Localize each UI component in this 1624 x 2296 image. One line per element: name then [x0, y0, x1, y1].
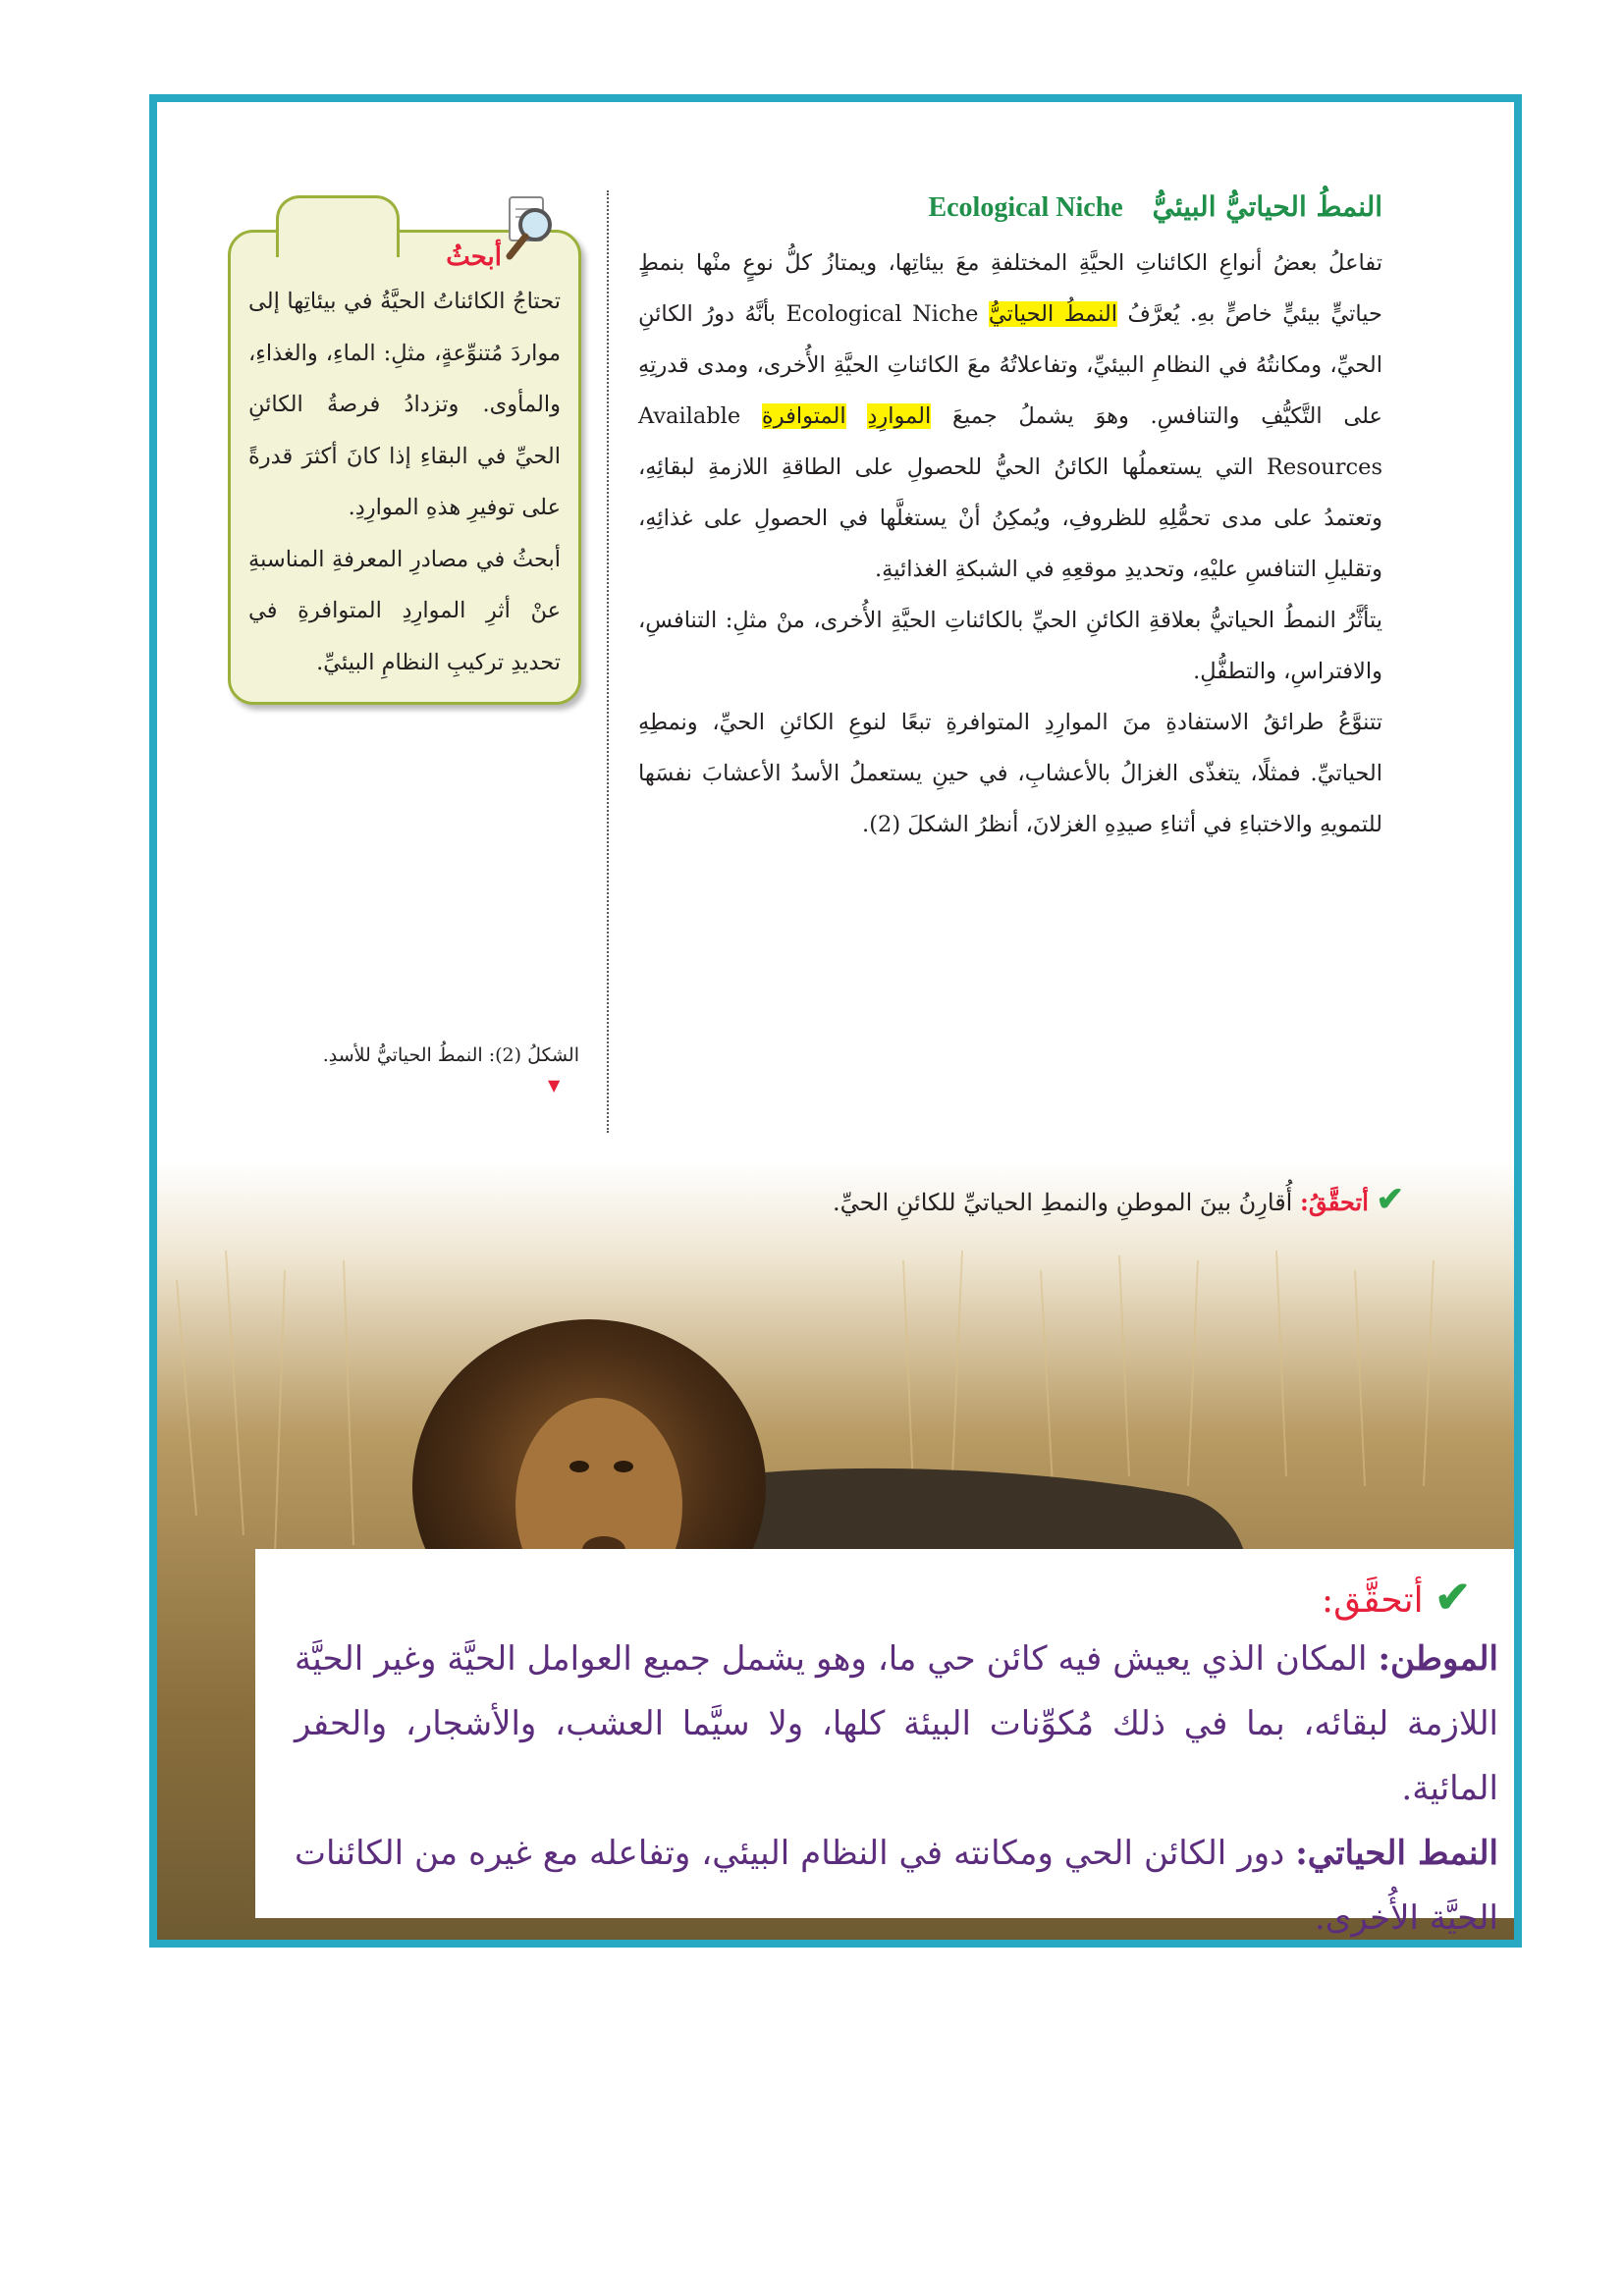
checkmark-icon: ✔ — [1376, 1180, 1404, 1219]
answer-box — [255, 1549, 1522, 1938]
answer-niche — [295, 1821, 1498, 1948]
answer-heading-text: أتحقَّق: — [1322, 1580, 1424, 1621]
main-text-column — [638, 190, 1382, 850]
paragraph-1 — [638, 238, 1382, 595]
paragraph-1-part-c: Available Resources التي يستعملُها الكائنُ الحيُّ للحصولِ على الطاقةِ اللازمةِ لبقائِهِ، وتعتمدُ على مدى تحمُّلِهِ للظروفِ، ويُمكِنُ أنْ يستغلَّها في الحصولِ على غذائِهِ، وتقليلِ التنافسِ عليْهِ، وتحديدِ موقعِهِ في الشبكةِ الغذائيةِ. — [638, 403, 1382, 582]
page-frame — [149, 94, 1522, 1948]
research-box — [228, 230, 581, 705]
answer-term-habitat: الموطن: — [1378, 1639, 1498, 1679]
check-question — [619, 1180, 1404, 1219]
heading-english: Ecological Niche — [928, 192, 1123, 223]
research-box-tab — [276, 195, 400, 257]
highlight-term-resources: الموارِدِ — [867, 403, 932, 429]
column-divider — [607, 190, 609, 1133]
research-paragraph-2: أبحثُ في مصادرِ المعرفةِ المناسبةِ عنْ أثرِ الموارِدِ المتوافرةِ في تحديدِ تركيبِ النظامِ البيئيِّ. — [248, 546, 561, 675]
research-paragraph-1: تحتاجُ الكائناتُ الحيَّةُ في بيئاتِها إلى مواردَ مُتنوِّعةٍ، مثلِ: الماءِ، والغذاءِ، والمأوى. وتزدادُ فرصةُ الكائنِ الحيِّ في البقاءِ إذا كانَ أكثرَ قدرةً على توفيرِ هذهِ الموارِدِ. — [248, 289, 561, 520]
paragraph-1-part-a: تفاعلُ بعضُ أنواعِ الكائناتِ الحيَّةِ المختلفةِ معَ بيئاتِها، ويمتازُ كلُّ نوعٍ منْها بنمطٍ حياتيٍّ بيئيٍّ خاصٍّ بهِ. يُعرَّفُ — [638, 250, 1382, 327]
highlight-term-niche: النمطُ الحياتيُّ — [988, 301, 1117, 327]
answer-heading — [295, 1573, 1471, 1623]
heading-arabic: النمطُ الحياتيُّ البيئيُّ — [1152, 190, 1382, 223]
check-label: أتحقَّقُ: — [1300, 1188, 1369, 1216]
answer-term-niche: النمط الحياتي: — [1295, 1834, 1498, 1873]
research-sidebar — [228, 190, 581, 705]
paragraph-3: تتنوَّعُ طرائقُ الاستفادةِ منَ الموارِدِ المتوافرةِ تبعًا لنوعِ الكائنِ الحيِّ، ونمطِهِ الحياتيِّ. فمثلًا، يتغذّى الغزالُ بالأعشابِ، في حينِ يستعملُ الأسدُ الأعشابَ نفسَها للتمويهِ والاختباءِ في أثناءِ صيدِهِ الغزلانَ، أنظرُ الشكلَ (2). — [638, 710, 1382, 837]
paragraph-2: يتأثَّرُ النمطُ الحياتيُّ بعلاقةِ الكائنِ الحيِّ بالكائناتِ الحيَّةِ الأُخرى، منْ مثلِ: التنافسِ، والافتراسِ، والتطفُّلِ. — [638, 608, 1382, 684]
figure-caption: الشكلُ (2): النمطُ الحياتيُّ للأسدِ. — [322, 1044, 579, 1066]
answer-def-habitat: المكان الذي يعيش فيه كائن حي ما، وهو يشمل جميع العوامل الحيَّة وغير الحيَّة اللازمة لبقائه، بما في ذلك مُكوِّنات البيئة كلها، ولا سيَّما العشب، والأشجار، والحفر المائية. — [295, 1639, 1498, 1808]
answer-habitat — [295, 1627, 1498, 1821]
section-heading — [638, 190, 1382, 224]
checkmark-icon: ✔ — [1435, 1573, 1471, 1623]
paragraph-1-part-b: Ecological Niche بأنَّهُ دورُ الكائنِ الحيِّ، ومكانتُهُ في النظامِ البيئيِّ، وتفاعلاتُهُ معَ الكائناتِ الحيَّةِ الأُخرى، ومدى قدرتِهِ على التَّكيُّفِ والتنافسِ. وهوَ يشملُ جميعَ — [638, 301, 1382, 429]
magnifier-icon — [502, 193, 563, 268]
highlight-term-available: المتوافرةِ — [761, 403, 846, 429]
research-title: أبحثُ — [446, 242, 502, 272]
answer-def-niche: دور الكائن الحي ومكانته في النظام البيئي، وتفاعله مع غيره من الكائنات الحيَّة الأُخرى. — [295, 1834, 1498, 1938]
arrow-down-icon: ▼ — [548, 1076, 561, 1095]
check-question-text: أُقارِنُ بينَ الموطنِ والنمطِ الحياتيِّ للكائنِ الحيِّ. — [833, 1189, 1293, 1216]
